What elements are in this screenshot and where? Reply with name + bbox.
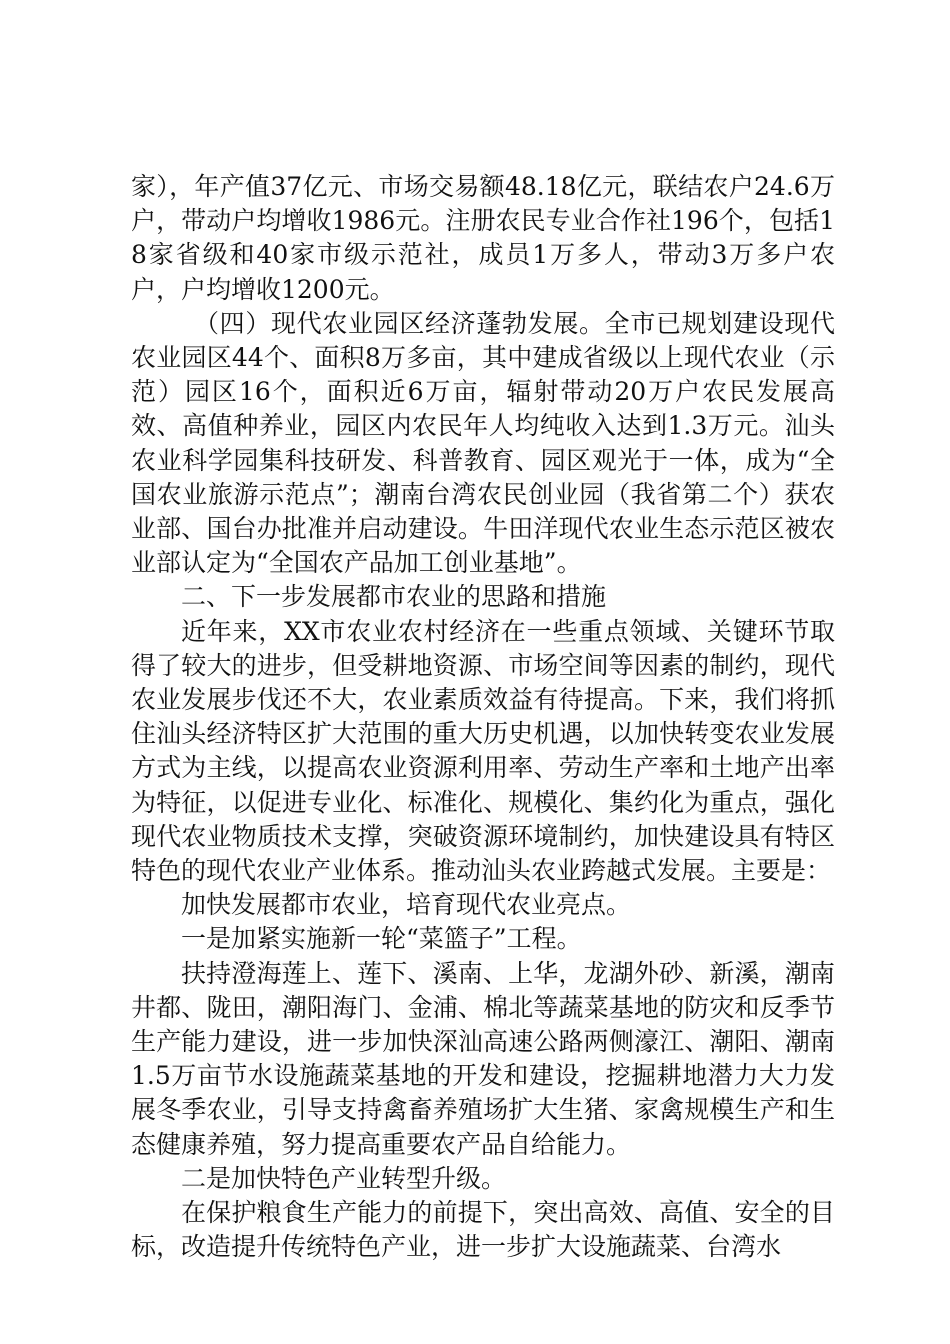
section-heading-next-steps: 二、下一步发展都市农业的思路和措施	[181, 582, 607, 612]
paragraph-continuation: 家），年产值37亿元、市场交易额48.18亿元，联结农户24.6万户，带动户均增收1986元。注册农民专业合作社196个，包括18家省级和40家市级示范社，成员1万多人，带动3万多户农户，户均增收1200元。	[131, 172, 835, 304]
document-body	[131, 170, 835, 1265]
paragraph-vegetable-bases: 扶持澄海莲上、莲下、溪南、上华，龙湖外砂、新溪，潮南井都、陇田，潮阳海门、金浦、棉北等蔬菜基地的防灾和反季节生产能力建设，进一步加快深汕高速公路两侧濠江、潮阳、潮南1.5万亩节水设施蔬菜基地的开发和建设，挖掘耕地潜力大力发展冬季农业，引导支持禽畜养殖场扩大生猪、家禽规模生产和生态健康养殖，努力提高重要农产品自给能力。	[131, 958, 835, 1159]
paragraph-urban-agriculture: 加快发展都市农业，培育现代农业亮点。	[181, 890, 632, 920]
paragraph-item-one-heading: 一是加紧实施新一轮“菜篮子”工程。	[181, 924, 582, 954]
paragraph-agricultural-parks: （四）现代农业园区经济蓬勃发展。全市已规划建设现代农业园区44个、面积8万多亩，其中建成省级以上现代农业（示范）园区16个，面积近6万亩，辐射带动20万户农民发展高效、高值种养业，园区内农民年人均纯收入达到1.3万元。汕头农业科学园集科技研发、科普教育、园区观光于一体，成为“全国农业旅游示范点”；潮南台湾农民创业园（我省第二个）获农业部、国台办批准并启动建设。牛田洋现代农业生态示范区被农业部认定为“全国农产品加工创业基地”。	[131, 308, 835, 578]
paragraph-grain-protection: 在保护粮食生产能力的前提下，突出高效、高值、安全的目标，改造提升传统特色产业，进一步扩大设施蔬菜、台湾水	[131, 1198, 835, 1262]
paragraph-item-two-heading: 二是加快特色产业转型升级。	[181, 1163, 507, 1193]
paragraph-recent-years: 近年来，XX市农业农村经济在一些重点领域、关键环节取得了较大的进步，但受耕地资源、市场空间等因素的制约，现代农业发展步伐还不大，农业素质效益有待提高。下来，我们将抓住汕头经济特区扩大范围的重大历史机遇，以加快转变农业发展方式为主线，以提高农业资源利用率、劳动生产率和土地产出率为特征，以促进专业化、标准化、规模化、集约化为重点，强化现代农业物质技术支撑，突破资源环境制约，加快建设具有特区特色的现代农业产业体系。推动汕头农业跨越式发展。主要是：	[131, 616, 835, 886]
